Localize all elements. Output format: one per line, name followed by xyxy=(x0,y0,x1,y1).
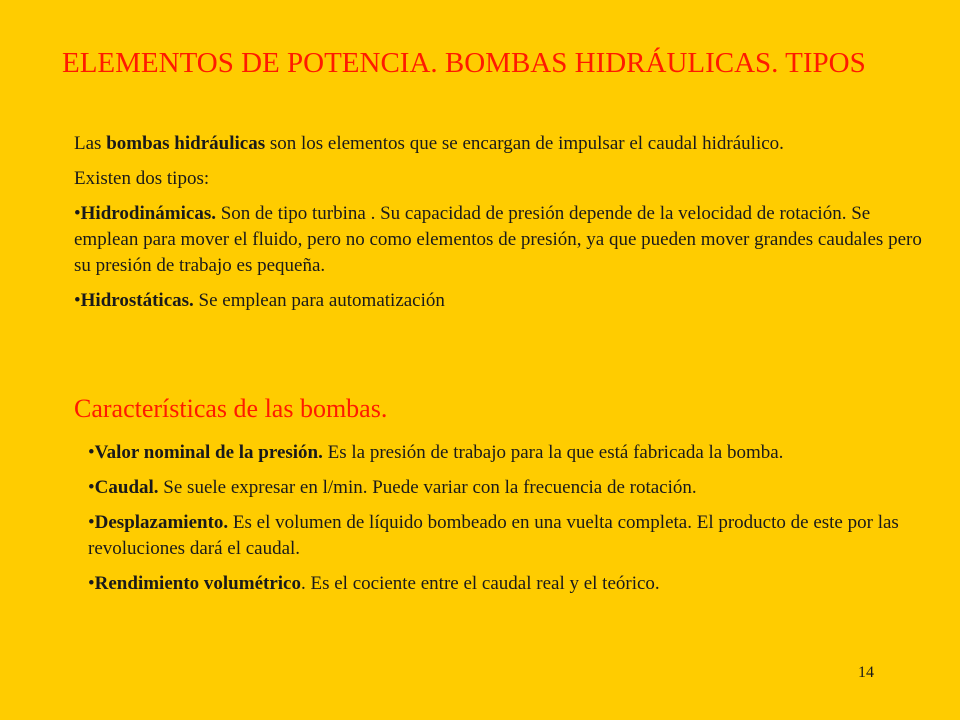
intro-paragraph xyxy=(74,131,924,157)
bullet-hidrostaticas-text: Se emplean para automatización xyxy=(193,290,445,311)
bullet-hidrodinamicas-text: Son de tipo turbina . Su capacidad de presión depende de la velocidad de rotación. Se emplean para mover el fluido, pero no como elementos de presión, ya que pueden mover grandes caudales pero su presión de trabajo es pequeña. xyxy=(74,203,922,276)
bullet-hidrodinamicas: •Hidrodinámicas. Son de tipo turbina . Su capacidad de presión depende de la velocidad de rotación. Se emplean para mover el fluido, pero no como elementos de presión, ya que pueden mover grandes caudales pero su presión de trabajo es pequeña. xyxy=(74,203,922,276)
intro-text-post: son los elementos que se encargan de impulsar el caudal hidráulico. xyxy=(265,133,784,154)
characteristic-item: •Desplazamiento. Es el volumen de líquido bombeado en una vuelta completa. El producto de este por las revoluciones dará el caudal. xyxy=(88,512,899,559)
characteristic-item: •Caudal. Se suele expresar en l/min. Puede variar con la frecuencia de rotación. xyxy=(88,477,697,498)
characteristic-term: Desplazamiento. xyxy=(94,512,229,533)
slide-title: ELEMENTOS DE POTENCIA. BOMBAS HIDRÁULICAS. TIPOS xyxy=(62,47,866,79)
types-intro: Existen dos tipos: xyxy=(74,168,210,189)
characteristic-text: Es la presión de trabajo para la que está fabricada la bomba. xyxy=(322,442,784,463)
bullet-hidrostaticas-term: Hidrostáticas. xyxy=(80,290,194,311)
intro-text-pre: Las xyxy=(74,133,107,154)
characteristic-item: •Rendimiento volumétrico. Es el cociente entre el caudal real y el teórico. xyxy=(88,573,660,594)
intro-section xyxy=(74,131,924,323)
characteristic-text: Se suele expresar en l/min. Puede variar con la frecuencia de rotación. xyxy=(158,477,697,498)
characteristic-term: Caudal. xyxy=(94,477,159,498)
page-number: 14 xyxy=(858,664,874,681)
characteristic-term: Valor nominal de la presión. xyxy=(94,442,323,463)
characteristic-item: •Valor nominal de la presión. Es la presión de trabajo para la que está fabricada la bomba. xyxy=(88,442,784,463)
bullet-hidrodinamicas-term: Hidrodinámicas. xyxy=(80,203,216,224)
characteristics-list xyxy=(88,440,918,606)
intro-bold-term: bombas hidráulicas xyxy=(106,133,266,154)
characteristic-text: Es el volumen de líquido bombeado en una vuelta completa. El producto de este por las revoluciones dará el caudal. xyxy=(88,512,899,559)
section-subtitle: Características de las bombas. xyxy=(74,394,388,423)
characteristic-text: . Es el cociente entre el caudal real y el teórico. xyxy=(300,573,660,594)
bullet-hidrostaticas: •Hidrostáticas. Se emplean para automatización xyxy=(74,290,445,311)
characteristic-term: Rendimiento volumétrico xyxy=(94,573,301,594)
